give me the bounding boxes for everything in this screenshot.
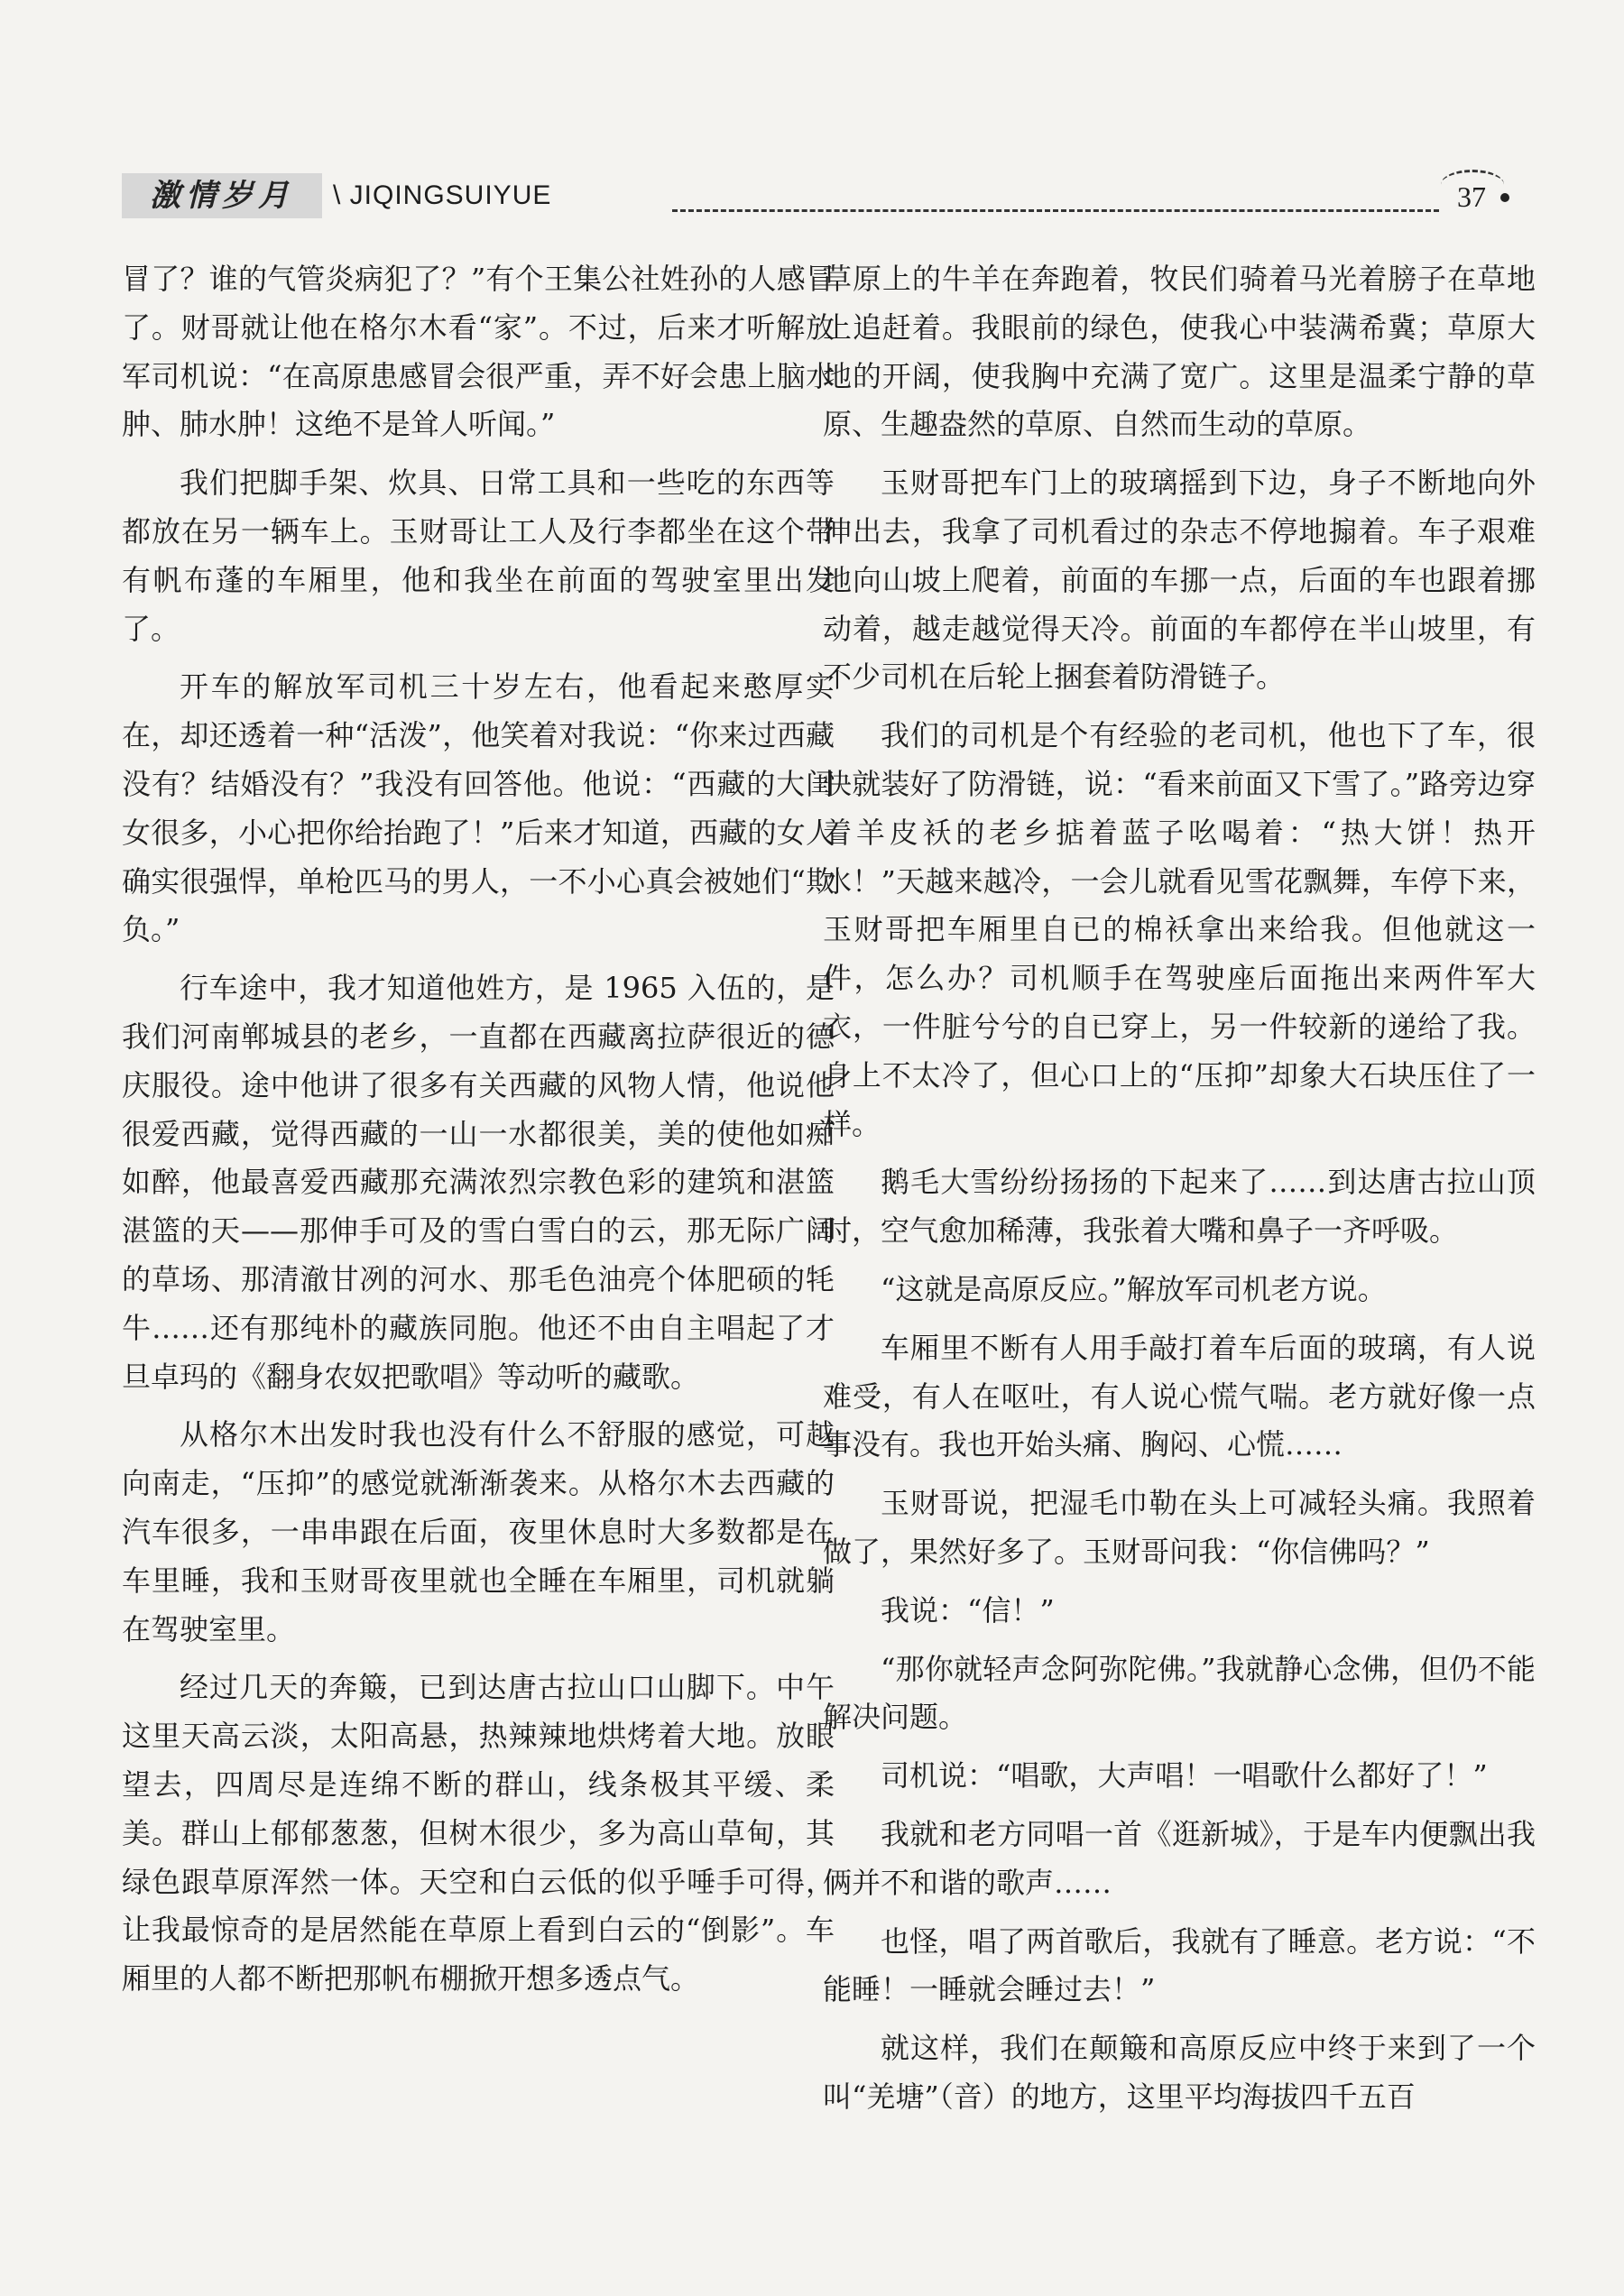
paragraph: 从格尔木出发时我也没有什么不舒服的感觉，可越向南走，“压抑”的感觉就渐渐袭来。从格尔木去西藏的汽车很多，一串串跟在后面，夜里休息时大多数都是在车里睡，我和玉财哥夜里就也全睡在车厢里，司机就躺在驾驶室里。: [122, 1417, 835, 1646]
paragraph: 也怪，唱了两首歌后，我就有了睡意。老方说：“不能睡！一睡就会睡过去！”: [823, 1923, 1536, 2007]
header-divider: [672, 209, 1439, 212]
paragraph: “这就是高原反应。”解放军司机老方说。: [881, 1271, 1387, 1306]
left-column: [122, 255, 835, 2014]
paragraph: 开车的解放军司机三十岁左右，他看起来憨厚实在，却还透着一种“活泼”，他笑着对我说：“你来过西藏没有？结婚没有？”我没有回答他。他说：“西藏的大闺女很多，小心把你给抬跑了！”后来才知道，西藏的女人确实很强悍，单枪匹马的男人，一不小心真会被她们“欺负。”: [122, 669, 835, 947]
paragraph: 行车途中，我才知道他姓方，是 1965 入伍的，是我们河南郸城县的老乡，一直都在西藏离拉萨很近的德庆服役。途中他讲了很多有关西藏的风物人情，他说他很爱西藏，觉得西藏的一山一水都很美，美的使他如痴如醉，他最喜爱西藏那充满浓烈宗教色彩的建筑和湛篮湛篮的天——那伸手可及的雪白雪白的云，那无际广阔的草场、那清澈甘冽的河水、那毛色油亮个体肥硕的牦牛……还有那纯朴的藏族同胞。他还不由自主唱起了才旦卓玛的《翻身农奴把歌唱》等动听的藏歌。: [122, 971, 835, 1394]
paragraph: “那你就轻声念阿弥陀佛。”我就静心念佛，但仍不能解决问题。: [823, 1651, 1536, 1735]
page-header: [122, 170, 1511, 224]
paragraph: 草原上的牛羊在奔跑着，牧民们骑着马光着膀子在草地上追赶着。我眼前的绿色，使我心中装满希冀；草原大地的开阔，使我胸中充满了宽广。这里是温柔宁静的草原、生趣盎然的草原、自然而生动的草原。: [823, 262, 1536, 442]
paragraph: 我们把脚手架、炊具、日常工具和一些吃的东西等都放在另一辆车上。玉财哥让工人及行李都坐在这个带有帆布蓬的车厢里，他和我坐在前面的驾驶室里出发了。: [122, 466, 835, 646]
paragraph: 经过几天的奔簸，已到达唐古拉山口山脚下。中午这里天高云淡，太阳高悬，热辣辣地烘烤着大地。放眼望去，四周尽是连绵不断的群山，线条极其平缓、柔美。群山上郁郁葱葱，但树木很少，多为高山草甸，其绿色跟草原浑然一体。天空和白云低的似乎唾手可得，让我最惊奇的是居然能在草原上看到白云的“倒影”。车厢里的人都不断把那帆布棚掀开想多透点气。: [122, 1670, 835, 1996]
paragraph: 就这样，我们在颠簸和高原反应中终于来到了一个叫“羌塘”（音）的地方，这里平均海拔四千五百: [823, 2031, 1536, 2114]
page-number-dot-icon: [1500, 193, 1509, 202]
section-title: 激情岁月: [122, 173, 322, 218]
paragraph: 玉财哥说，把湿毛巾勒在头上可减轻头痛。我照着做了，果然好多了。玉财哥问我：“你信佛吗？”: [823, 1486, 1536, 1569]
right-column: [823, 255, 1536, 2132]
paragraph: 我就和老方同唱一首《逛新城》，于是车内便飘出我俩并不和谐的歌声……: [823, 1816, 1536, 1900]
paragraph: 鹅毛大雪纷纷扬扬的下起来了……到达唐古拉山顶时，空气愈加稀薄，我张着大嘴和鼻子一齐呼吸。: [823, 1165, 1536, 1249]
paragraph: 车厢里不断有人用手敲打着车后面的玻璃，有人说难受，有人在呕吐，有人说心慌气喘。老方就好像一点事没有。我也开始头痛、胸闷、心慌……: [823, 1330, 1536, 1462]
section-pinyin: \ JIQINGSUIYUE: [333, 180, 552, 210]
paragraph: 玉财哥把车门上的玻璃摇到下边，身子不断地向外伸出去，我拿了司机看过的杂志不停地搧着。车子艰难地向山坡上爬着，前面的车挪一点，后面的车也跟着挪动着，越走越觉得天冷。前面的车都停在半山坡里，有不少司机在后轮上捆套着防滑链子。: [823, 466, 1536, 695]
paragraph: 司机说：“唱歌，大声唱！一唱歌什么都好了！”: [881, 1758, 1488, 1793]
paragraph: 冒了？谁的气管炎病犯了？”有个王集公社姓孙的人感冒了。财哥就让他在格尔木看“家”。不过，后来才听解放军司机说：“在高原患感冒会很严重，弄不好会患上脑水肿、肺水肿！这绝不是耸人听闻。”: [122, 262, 835, 442]
page-number: 37: [1457, 180, 1486, 213]
paragraph: 我们的司机是个有经验的老司机，他也下了车，很快就装好了防滑链，说：“看来前面又下雪了。”路旁边穿着羊皮袄的老乡掂着蓝子吆喝着：“热大饼！热开水！”天越来越冷，一会儿就看见雪花飘舞，车停下来，玉财哥把车厢里自已的棉袄拿出来给我。但他就这一件，怎么办？司机顺手在驾驶座后面拖出来两件军大衣，一件脏兮兮的自已穿上，另一件较新的递给了我。身上不太冷了，但心口上的“压抑”却象大石块压住了一样。: [823, 718, 1536, 1141]
paragraph: 我说：“信！”: [881, 1592, 1055, 1627]
